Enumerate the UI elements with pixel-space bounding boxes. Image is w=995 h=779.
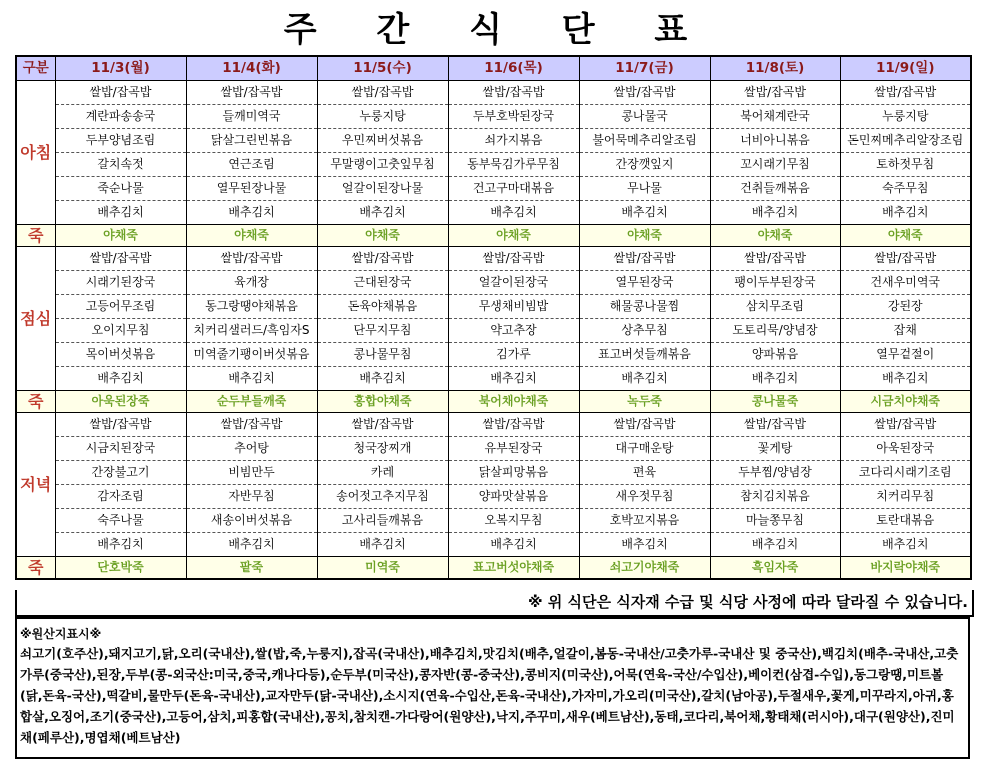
dish-cell: 참치김치볶음	[710, 485, 840, 509]
dish-cell: 카레	[317, 461, 448, 485]
dish-cell: 편육	[579, 461, 710, 485]
porridge-cell: 팥죽	[186, 557, 317, 580]
dish-cell: 꼬시래기무침	[710, 153, 840, 177]
dish-cell: 양파볶음	[710, 343, 840, 367]
dish-cell: 시래기된장국	[55, 271, 186, 295]
dish-cell: 배추김치	[448, 201, 579, 225]
page-title: 주 간 식 단 표	[283, 10, 712, 50]
dish-cell: 동그랑땡야채볶음	[186, 295, 317, 319]
dish-cell: 강된장	[840, 295, 971, 319]
dish-cell: 대구매운탕	[579, 437, 710, 461]
table-row	[16, 295, 971, 319]
porridge-cell: 야채죽	[186, 225, 317, 247]
dish-cell: 열무된장나물	[186, 177, 317, 201]
table-row	[16, 177, 971, 201]
dish-cell: 쌀밥/잡곡밥	[840, 81, 971, 105]
porridge-label: 죽	[16, 391, 55, 413]
dish-cell: 약고추장	[448, 319, 579, 343]
dish-cell: 추어탕	[186, 437, 317, 461]
dish-cell: 두부양념조림	[55, 129, 186, 153]
dish-cell: 쌀밥/잡곡밥	[448, 413, 579, 437]
dish-cell: 배추김치	[710, 533, 840, 557]
porridge-cell: 야채죽	[710, 225, 840, 247]
porridge-cell: 녹두죽	[579, 391, 710, 413]
meal-label: 아침	[16, 81, 55, 225]
dish-cell: 미역줄기팽이버섯볶음	[186, 343, 317, 367]
dish-cell: 쌀밥/잡곡밥	[579, 413, 710, 437]
day-header: 11/7(금)	[579, 56, 710, 81]
dish-cell: 쌀밥/잡곡밥	[840, 413, 971, 437]
dish-cell: 코다리시래기조림	[840, 461, 971, 485]
dish-cell: 건취들깨볶음	[710, 177, 840, 201]
porridge-cell: 시금치야채죽	[840, 391, 971, 413]
porridge-cell: 흑임자죽	[710, 557, 840, 580]
origin-box	[15, 617, 970, 759]
menu-table	[15, 55, 972, 580]
dish-cell: 쌀밥/잡곡밥	[579, 81, 710, 105]
dish-cell: 배추김치	[840, 367, 971, 391]
dish-cell: 닭살피망볶음	[448, 461, 579, 485]
dish-cell: 불어묵메추리알조림	[579, 129, 710, 153]
dish-cell: 쌀밥/잡곡밥	[317, 247, 448, 271]
dish-cell: 쌀밥/잡곡밥	[186, 413, 317, 437]
dish-cell: 아욱된장국	[840, 437, 971, 461]
dish-cell: 근대된장국	[317, 271, 448, 295]
table-row	[16, 461, 971, 485]
dish-cell: 청국장찌개	[317, 437, 448, 461]
dish-cell: 새송이버섯볶음	[186, 509, 317, 533]
dish-cell: 숙주무침	[840, 177, 971, 201]
day-header: 11/9(일)	[840, 56, 971, 81]
dish-cell: 무생채비빔밥	[448, 295, 579, 319]
dish-cell: 시금치된장국	[55, 437, 186, 461]
porridge-row	[16, 225, 971, 247]
dish-cell: 새우젓무침	[579, 485, 710, 509]
dish-cell: 김가루	[448, 343, 579, 367]
dish-cell: 배추김치	[579, 533, 710, 557]
dish-cell: 배추김치	[317, 533, 448, 557]
dish-cell: 연근조림	[186, 153, 317, 177]
dish-cell: 쌀밥/잡곡밥	[448, 81, 579, 105]
table-row	[16, 485, 971, 509]
dish-cell: 누룽지탕	[317, 105, 448, 129]
dish-cell: 얼갈이된장나물	[317, 177, 448, 201]
dish-cell: 팽이두부된장국	[710, 271, 840, 295]
porridge-cell: 야채죽	[579, 225, 710, 247]
table-row	[16, 509, 971, 533]
day-header: 11/5(수)	[317, 56, 448, 81]
dish-cell: 쇠가지볶음	[448, 129, 579, 153]
dish-cell: 배추김치	[186, 201, 317, 225]
porridge-cell: 야채죽	[317, 225, 448, 247]
dish-cell: 계란파송송국	[55, 105, 186, 129]
dish-cell: 잡채	[840, 319, 971, 343]
table-row	[16, 319, 971, 343]
dish-cell: 쌀밥/잡곡밥	[710, 81, 840, 105]
dish-cell: 쌀밥/잡곡밥	[710, 247, 840, 271]
meal-label: 점심	[16, 247, 55, 391]
dish-cell: 돈육야채볶음	[317, 295, 448, 319]
table-row	[16, 247, 971, 271]
dish-cell: 숙주나물	[55, 509, 186, 533]
dish-cell: 양파맛살볶음	[448, 485, 579, 509]
dish-cell: 열무겉절이	[840, 343, 971, 367]
dish-cell: 열무된장국	[579, 271, 710, 295]
dish-cell: 쌀밥/잡곡밥	[579, 247, 710, 271]
porridge-cell: 단호박죽	[55, 557, 186, 580]
dish-cell: 쌀밥/잡곡밥	[55, 81, 186, 105]
dish-cell: 콩나물무침	[317, 343, 448, 367]
dish-cell: 두부호박된장국	[448, 105, 579, 129]
porridge-cell: 야채죽	[840, 225, 971, 247]
dish-cell: 닭살그린빈볶음	[186, 129, 317, 153]
dish-cell: 돈민찌메추리알장조림	[840, 129, 971, 153]
dish-cell: 두부찜/양념장	[710, 461, 840, 485]
dish-cell: 배추김치	[840, 533, 971, 557]
dish-cell: 쌀밥/잡곡밥	[186, 247, 317, 271]
dish-cell: 배추김치	[710, 367, 840, 391]
porridge-cell: 순두부들깨죽	[186, 391, 317, 413]
dish-cell: 단무지무침	[317, 319, 448, 343]
header-row	[16, 56, 971, 81]
dish-cell: 도토리묵/양념장	[710, 319, 840, 343]
dish-cell: 오이지무침	[55, 319, 186, 343]
dish-cell: 육개장	[186, 271, 317, 295]
dish-cell: 마늘쫑무침	[710, 509, 840, 533]
dish-cell: 배추김치	[55, 201, 186, 225]
dish-cell: 오복지무침	[448, 509, 579, 533]
origin-title: ※원산지표시※	[20, 627, 102, 641]
dish-cell: 배추김치	[579, 201, 710, 225]
porridge-cell: 아욱된장죽	[55, 391, 186, 413]
dish-cell: 간장불고기	[55, 461, 186, 485]
table-row	[16, 201, 971, 225]
porridge-label: 죽	[16, 225, 55, 247]
table-row	[16, 413, 971, 437]
origin-text: 쇠고기(호주산),돼지고기,닭,오리(국내산),쌀(밥,죽,누룽지),잡곡(국내산),배추김치,맛김치(배추,얼갈이,봄동-국내산/고춧가루-국내산 및 중국산),백김치(배추-국내산,고춧가루(중국산),된장,두부(콩-외국산:미국,중국,캐나다등),순두부(미국산),콩자반(콩-중국산),콩비지(미국산),어묵(연육-국산/수입산),베이컨(삼겹-수입),동그랑땡,미트볼(닭,돈육-국산),떡갈비,물만두(돈육-국내산),교자만두(닭-국내산),소시지(연육-수입산,돈육-국내산),가자미,가오리(미국산),갈치(남아공),두절새우,꽃게,미꾸라지,아귀,홍합살,오징어,조기(중국산),고등어,삼치,피홍합(국내산),꽁치,참치캔-가다랑어(원양산),낙지,주꾸미,새우(베트남산),동태,코다리,북어채,황태채(러시아),대구(원양산),진미채(페루산),명엽채(베트남산)	[20, 646, 959, 745]
dish-cell: 배추김치	[55, 533, 186, 557]
dish-cell: 치커리무침	[840, 485, 971, 509]
table-row	[16, 367, 971, 391]
table-row	[16, 437, 971, 461]
day-header: 11/4(화)	[186, 56, 317, 81]
dish-cell: 배추김치	[186, 533, 317, 557]
porridge-cell: 바지락야채죽	[840, 557, 971, 580]
dish-cell: 해물콩나물찜	[579, 295, 710, 319]
dish-cell: 배추김치	[710, 201, 840, 225]
table-row	[16, 533, 971, 557]
porridge-cell: 야채죽	[55, 225, 186, 247]
dish-cell: 무말랭이고춧잎무침	[317, 153, 448, 177]
dish-cell: 건고구마대볶음	[448, 177, 579, 201]
dish-cell: 얼갈이된장국	[448, 271, 579, 295]
meal-label: 저녁	[16, 413, 55, 557]
dish-cell: 토란대볶음	[840, 509, 971, 533]
dish-cell: 너비아니볶음	[710, 129, 840, 153]
dish-cell: 배추김치	[448, 533, 579, 557]
dish-cell: 쌀밥/잡곡밥	[448, 247, 579, 271]
dish-cell: 고등어무조림	[55, 295, 186, 319]
dish-cell: 상추무침	[579, 319, 710, 343]
porridge-row	[16, 557, 971, 580]
table-row	[16, 105, 971, 129]
dish-cell: 쌀밥/잡곡밥	[317, 81, 448, 105]
porridge-cell: 쇠고기야채죽	[579, 557, 710, 580]
dish-cell: 죽순나물	[55, 177, 186, 201]
dish-cell: 배추김치	[186, 367, 317, 391]
dish-cell: 삼치무조림	[710, 295, 840, 319]
dish-cell: 쌀밥/잡곡밥	[710, 413, 840, 437]
notice-text: ※ 위 식단은 식자재 수급 및 식당 사정에 따라 달라질 수 있습니다.	[15, 590, 974, 617]
table-row	[16, 129, 971, 153]
dish-cell: 고사리들깨볶음	[317, 509, 448, 533]
porridge-cell: 표고버섯야채죽	[448, 557, 579, 580]
porridge-cell: 야채죽	[448, 225, 579, 247]
porridge-cell: 홍합야채죽	[317, 391, 448, 413]
porridge-row	[16, 391, 971, 413]
day-header: 11/8(토)	[710, 56, 840, 81]
dish-cell: 표고버섯들깨볶음	[579, 343, 710, 367]
dish-cell: 목이버섯볶음	[55, 343, 186, 367]
dish-cell: 치커리샐러드/흑임자S	[186, 319, 317, 343]
dish-cell: 쌀밥/잡곡밥	[55, 247, 186, 271]
porridge-cell: 콩나물죽	[710, 391, 840, 413]
dish-cell: 배추김치	[579, 367, 710, 391]
dish-cell: 배추김치	[317, 367, 448, 391]
porridge-cell: 북어채야채죽	[448, 391, 579, 413]
dish-cell: 콩나물국	[579, 105, 710, 129]
day-header: 11/3(월)	[55, 56, 186, 81]
dish-cell: 자반무침	[186, 485, 317, 509]
porridge-label: 죽	[16, 557, 55, 580]
dish-cell: 호박꼬지볶음	[579, 509, 710, 533]
header-gubun: 구분	[16, 56, 55, 81]
dish-cell: 배추김치	[55, 367, 186, 391]
dish-cell: 우민찌버섯볶음	[317, 129, 448, 153]
dish-cell: 간장깻잎지	[579, 153, 710, 177]
dish-cell: 쌀밥/잡곡밥	[840, 247, 971, 271]
dish-cell: 감자조림	[55, 485, 186, 509]
table-row	[16, 271, 971, 295]
dish-cell: 누룽지탕	[840, 105, 971, 129]
dish-cell: 토하젓무침	[840, 153, 971, 177]
dish-cell: 비빔만두	[186, 461, 317, 485]
porridge-cell: 미역죽	[317, 557, 448, 580]
dish-cell: 배추김치	[317, 201, 448, 225]
dish-cell: 송어젓고추지무침	[317, 485, 448, 509]
dish-cell: 들깨미역국	[186, 105, 317, 129]
table-row	[16, 153, 971, 177]
table-row	[16, 343, 971, 367]
dish-cell: 동부묵김가루무침	[448, 153, 579, 177]
dish-cell: 쌀밥/잡곡밥	[317, 413, 448, 437]
dish-cell: 배추김치	[448, 367, 579, 391]
day-header: 11/6(목)	[448, 56, 579, 81]
dish-cell: 쌀밥/잡곡밥	[55, 413, 186, 437]
table-row	[16, 81, 971, 105]
dish-cell: 무나물	[579, 177, 710, 201]
dish-cell: 유부된장국	[448, 437, 579, 461]
dish-cell: 배추김치	[840, 201, 971, 225]
dish-cell: 북어채계란국	[710, 105, 840, 129]
dish-cell: 쌀밥/잡곡밥	[186, 81, 317, 105]
dish-cell: 갈치속젓	[55, 153, 186, 177]
dish-cell: 건새우미역국	[840, 271, 971, 295]
dish-cell: 꽃게탕	[710, 437, 840, 461]
